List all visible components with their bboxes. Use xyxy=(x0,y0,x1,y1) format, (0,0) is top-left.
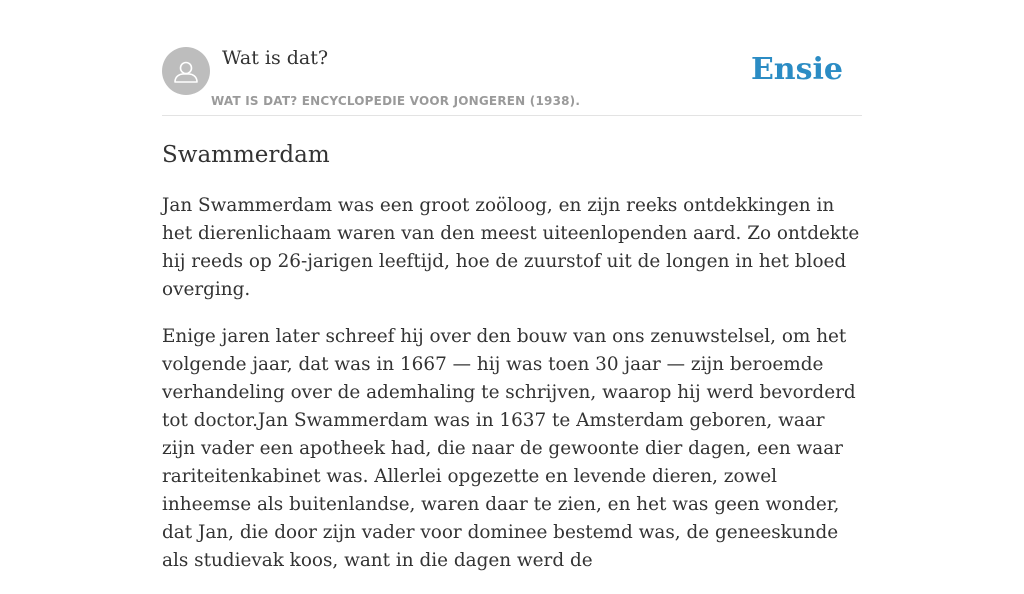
article-body xyxy=(162,192,862,594)
paragraph: Jan Swammerdam was een groot zoöloog, en zijn reeks ontdekkingen in het dierenlichaam waren van den meest uiteenlopenden aard. Zo ontdekte hij reeds op 26-jarigen leeftijd, hoe de zuurstof uit de longen in het bloed overging. xyxy=(162,195,860,300)
author-name[interactable]: Wat is dat? xyxy=(222,47,329,69)
source-label: WAT IS DAT? ENCYCLOPEDIE VOOR JONGEREN (1938). xyxy=(211,94,581,108)
article-title: Swammerdam xyxy=(162,142,330,168)
article-header xyxy=(162,46,862,116)
ensie-logo[interactable]: Ensie xyxy=(750,52,843,87)
user-icon[interactable] xyxy=(162,47,210,95)
paragraph: Enige jaren later schreef hij over den bouw van ons zenuwstelsel, om het volgende jaar, dat was in 1667 — hij was toen 30 jaar — zijn beroemde verhandeling over de ademhaling te schrijven, waarop hij werd bevorderd tot doctor.Jan Swammerdam was in 1637 te Amsterdam geboren, waar zijn vader een apotheek had, die naar de gewoonte dier dagen, een waar rariteitenkabinet was. Allerlei opgezette en levende dieren, zowel inheemse als buitenlandse, waren daar te zien, en het was geen wonder, dat Jan, die door zijn vader voor dominee bestemd was, de geneeskunde als studievak koos, want in die dagen werd de xyxy=(162,326,856,571)
